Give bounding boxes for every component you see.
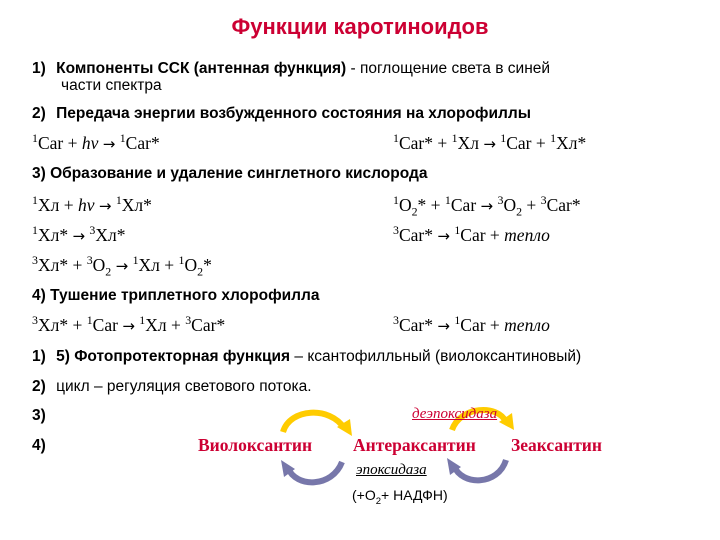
chemical-arrow-icon: → <box>72 227 86 245</box>
cofactor-label: ($+O_2+$ НАДФН) <box>352 487 448 507</box>
item-2: 2) Передача энергии возбужденного состояния на хлорофиллы <box>32 105 531 122</box>
enzyme-deepoxidase: деэпоксидаза <box>412 406 498 422</box>
reaction-energy-transfer: $^1$Car* + $^1$Хл → $^1$Car + $^1$Хл* <box>393 131 587 153</box>
chemical-arrow-icon: → <box>483 135 496 153</box>
page-title: Функции каротиноидов <box>231 14 489 39</box>
reaction-car-heat-2: $^3$Car* → $^1$Car + тепло <box>393 313 550 335</box>
reaction-car-excitation: $^1$Car + hν → $^1$Car* <box>32 131 160 153</box>
item-6: 2) цикл – регуляция светового потока. <box>32 378 312 395</box>
reaction-triplet-quench: $^3$Хл* + $^1$Car → $^1$Хл + $^3$Car* <box>32 313 226 335</box>
item-number-4: 4) <box>32 437 46 454</box>
item-4: 4) Тушение триплетного хлорофилла <box>32 287 320 304</box>
cycle-arrow-icon <box>288 462 342 482</box>
reaction-chl-excitation: $^1$Хл + hν → $^1$Хл* <box>32 193 152 215</box>
item-number-3: 3) <box>32 407 46 424</box>
cycle-arrow-icon <box>283 413 344 432</box>
pigment-violaxanthin: Виолоксантин <box>198 435 313 455</box>
chemical-arrow-icon: → <box>480 197 494 215</box>
item-3: 3) Образование и удаление синглетного кислорода <box>32 165 428 182</box>
chemical-arrow-icon: → <box>122 317 135 335</box>
pigment-zeaxanthin: Зеаксантин <box>511 435 602 455</box>
enzyme-epoxidase: эпоксидаза <box>356 462 427 478</box>
reaction-car-heat-1: $^3$Car* → $^1$Car + тепло <box>393 223 550 245</box>
reaction-oxygen-sensitization: $^3Хл* + ^3O_2 \to ^1Хл + ^1O_2*$ <box>32 253 212 279</box>
chemical-arrow-icon: → <box>115 257 129 275</box>
chemical-arrow-icon: → <box>98 197 112 215</box>
item-1: 1) Компоненты ССК (антенная функция) - поглощение света в синей <box>32 60 551 77</box>
pigment-antheraxanthin: Антераксантин <box>353 435 476 455</box>
reaction-intersystem-crossing: $^1$Хл* → $^3$Хл* <box>32 223 126 245</box>
reaction-singlet-oxygen-quench: $^1O_2* + ^1Car \to ^3O_2 + ^3Car*$ <box>393 193 581 219</box>
cycle-arrow-icon <box>454 460 506 480</box>
chemical-arrow-icon: → <box>102 135 116 153</box>
chemical-arrow-icon: → <box>437 317 450 335</box>
chemical-arrow-icon: → <box>437 227 450 245</box>
item-5: 1) 5) Фотопротекторная функция – ксантофилльный (виолоксантиновый) <box>32 348 582 365</box>
item-1-continuation: части спектра <box>61 77 162 94</box>
